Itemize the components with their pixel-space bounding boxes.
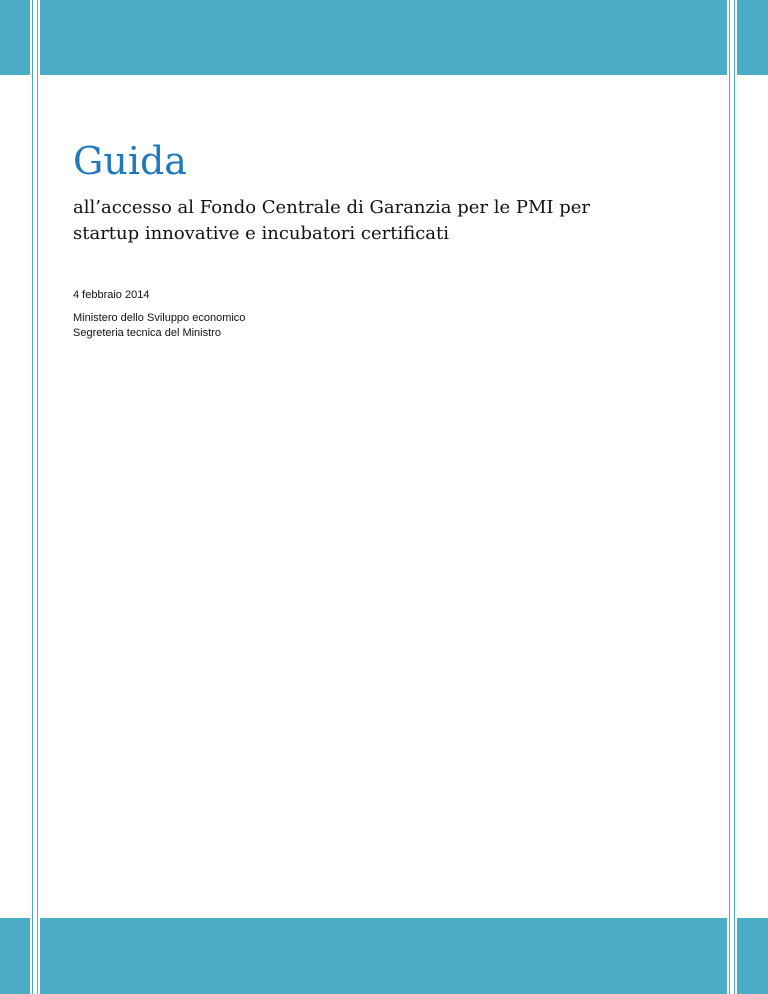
top-band-left [0, 0, 30, 75]
left-outer-rule [32, 0, 33, 994]
organization-line: Segreteria tecnica del Ministro [73, 327, 221, 339]
right-outer-rule [734, 0, 735, 994]
document-title: Guida [73, 139, 187, 183]
subtitle-line: startup innovative e incubatori certificati [73, 223, 450, 244]
document-organization [73, 311, 245, 341]
document-date: 4 febbraio 2014 [73, 289, 150, 301]
document-subtitle [73, 195, 673, 247]
subtitle-line: all’accesso al Fondo Centrale di Garanzia per le PMI per [73, 197, 591, 218]
bottom-band-left [0, 918, 30, 994]
top-band-right [737, 0, 768, 75]
top-band-center [40, 0, 727, 75]
bottom-band-center [40, 918, 727, 994]
bottom-band-right [737, 918, 768, 994]
right-inner-rule [729, 0, 730, 994]
left-inner-rule [37, 0, 38, 994]
organization-line: Ministero dello Sviluppo economico [73, 312, 246, 324]
